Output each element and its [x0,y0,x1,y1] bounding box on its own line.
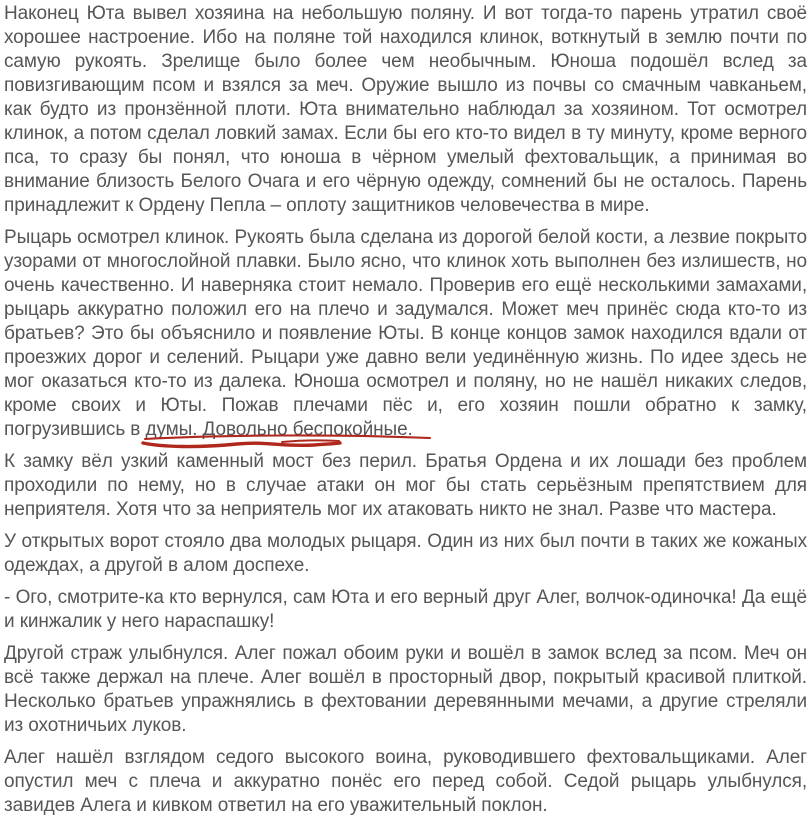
story-paragraph-4: У открытых ворот стояло два молодых рыцаря. Один из них был почти в таких же кожаных одеждах, а другой в алом доспехе. [4,531,807,576]
story-paragraph-5: - Ого, смотрите-ка кто вернулся, сам Юта и его верный друг Алег, волчок-одиночка! Да ещё и кинжалик у него нараспашку! [4,587,807,632]
story-paragraph-6: Другой страж улыбнулся. Алег пожал обоим руки и вошёл в замок вслед за псом. Меч он всё также держал на плече. Алег вошёл в просторный двор, покрытый красивой плиткой. Несколько братьев упражнялись в фехтовании деревянными мечами, а другие стреляли из охотничьих луков. [4,643,807,736]
story-paragraph-2 [4,226,807,442]
story-text [4,2,807,818]
paragraph-2-text: Рыцарь осмотрел клинок. Рукоять была сделана из дорогой белой кости, а лезвие покрыто узорами от многослойной плавки. Было ясно, что клинок хоть выполнен без излишеств, но очень качественно. И наверняка стоит немало. Проверив его ещё несколькими замахами, рыцарь аккуратно положил его на плечо и задумался. Может меч принёс сюда кто-то из братьев? Это бы объяснило и появление Юты. В конце концов замок находился вдали от проезжих дорог и селений. Рыцари уже давно вели уединённую жизнь. По идее здесь не мог оказаться кто-то из далека. Юноша осмотрел и поляну, но не нашёл никаких следов, кроме своих и Юты. Пожав плечами пёс и, его хозяин пошли обратно к замку, погрузившись в [4,227,807,440]
underlined-phrase-text: думы. Довольно беспокойные. [145,419,413,440]
story-paragraph-7: Алег нашёл взглядом седого высокого воина, руководившего фехтовальщиками. Алег опустил меч с плеча и аккуратно понёс его перед собой. Седой рыцарь улыбнулся, завидев Алега и кивком ответил на его уважительный поклон. [4,747,807,816]
story-paragraph-1: Наконец Юта вывел хозяина на небольшую поляну. И вот тогда-то парень утратил своё хорошее настроение. Ибо на поляне той находился клинок, воткнутый в землю почти по самую рукоять. Зрелище было более чем необычным. Юноша подошёл вслед за повизгивающим псом и взялся за меч. Оружие вышло из почвы со смачным чавканьем, как будто из пронзённой плоти. Юта внимательно наблюдал за хозяином. Тот осмотрел клинок, а потом сделал ловкий замах. Если бы его кто-то видел в ту минуту, кроме верного пса, то сразу бы понял, что юноша в чёрном умелый фехтовальщик, а принимая во внимание близость Белого Очага и его чёрную одежду, сомнений бы не осталось. Парень принадлежит к Ордену Пепла – оплоту защитников человечества в мире. [4,3,807,216]
underlined-phrase [145,419,412,440]
story-paragraph-3: К замку вёл узкий каменный мост без перил. Братья Ордена и их лошади без проблем проходили по нему, но в случае атаки он мог бы стать серьёзным препятствием для неприятеля. Хотя что за неприятель мог их атаковать никто не знал. Разве что мастера. [4,451,807,520]
